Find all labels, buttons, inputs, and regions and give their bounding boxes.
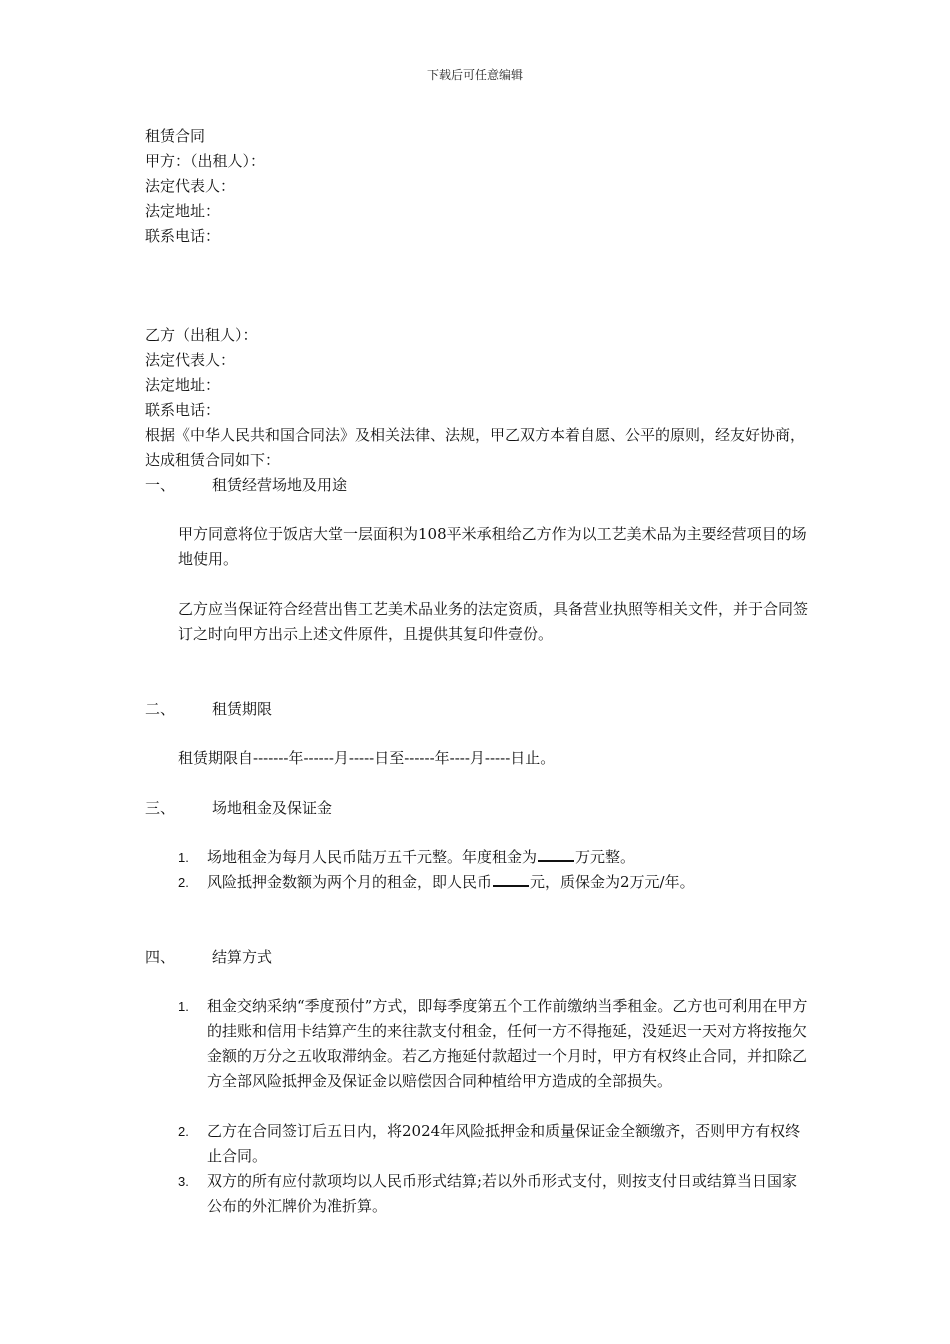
fill-in-blank bbox=[538, 846, 574, 862]
party-a-rep: 法定代表人： bbox=[145, 177, 236, 195]
section-4-item-1 bbox=[178, 994, 810, 1094]
fill-in-blank bbox=[493, 871, 529, 887]
item-text: 双方的所有应付款项均以人民币形式结算;若以外币形式支付，则按支付日或结算当日国家公布的外汇牌价为准折算。 bbox=[207, 1172, 798, 1215]
section-1-title: 租赁经营场地及用途 bbox=[212, 476, 348, 494]
list-number: 2. bbox=[178, 875, 189, 890]
section-2-heading bbox=[145, 697, 272, 722]
item-text: 万元整。 bbox=[575, 848, 636, 866]
section-3-heading bbox=[145, 796, 332, 821]
list-number: 1. bbox=[178, 999, 189, 1014]
item-text: 租金交纳采纳“季度预付”方式，即每季度第五个工作前缴纳当季租金。乙方也可利用在甲方的挂账和信用卡结算产生的来往款支付租金，任何一方不得拖延，没延迟一天对方将按拖欠金额的万分之五收取滞纳金。若乙方拖延付款超过一个月时，甲方有权终止合同，并扣除乙方全部风险抵押金及保证金以赔偿因合同种植给甲方造成的全部损失。 bbox=[207, 997, 808, 1090]
section-1-heading bbox=[145, 473, 347, 498]
party-a-heading: 甲方：（出租人）： bbox=[145, 152, 266, 170]
section-1-paragraph-1: 甲方同意将位于饭店大堂一层面积为108平米承租给乙方作为以工艺美术品为主要经营项目的场地使用。 bbox=[178, 525, 807, 568]
section-2-title: 租赁期限 bbox=[212, 700, 273, 718]
section-3-item-1 bbox=[178, 845, 810, 870]
section-4-number: 四、 bbox=[145, 948, 176, 966]
section-4-item-3 bbox=[178, 1169, 810, 1219]
list-number: 1. bbox=[178, 850, 189, 865]
list-number: 3. bbox=[178, 1174, 189, 1189]
party-b-address: 法定地址： bbox=[145, 376, 221, 394]
page-header-note: 下载后可任意编辑 bbox=[426, 68, 523, 82]
item-text: 风险抵押金数额为两个月的租金，即人民币 bbox=[207, 873, 493, 891]
party-b-phone: 联系电话： bbox=[145, 401, 221, 419]
party-b-heading: 乙方（出租人）： bbox=[145, 326, 258, 344]
section-2-number: 二、 bbox=[145, 700, 176, 718]
preamble: 根据《中华人民共和国合同法》及相关法律、法规，甲乙双方本着自愿、公平的原则，经友好协商，达成租赁合同如下： bbox=[145, 426, 806, 469]
section-4-item-2 bbox=[178, 1119, 810, 1169]
section-1-number: 一、 bbox=[145, 476, 176, 494]
list-number: 2. bbox=[178, 1124, 189, 1139]
item-text: 乙方在合同签订后五日内，将2024年风险抵押金和质量保证金全额缴齐，否则甲方有权终止合同。 bbox=[207, 1122, 801, 1165]
party-a-phone: 联系电话： bbox=[145, 227, 221, 245]
item-text: 元，质保金为2万元/年。 bbox=[530, 873, 695, 891]
contract-title: 租赁合同 bbox=[145, 127, 206, 145]
section-4-heading bbox=[145, 945, 272, 970]
party-b-rep: 法定代表人： bbox=[145, 351, 236, 369]
section-3-title: 场地租金及保证金 bbox=[212, 799, 333, 817]
section-3-number: 三、 bbox=[145, 799, 176, 817]
section-1-paragraph-2: 乙方应当保证符合经营出售工艺美术品业务的法定资质，具备营业执照等相关文件，并于合同签订之时向甲方出示上述文件原件，且提供其复印件壹份。 bbox=[178, 600, 809, 643]
party-a-address: 法定地址： bbox=[145, 202, 221, 220]
section-2-paragraph: 租赁期限自-------年------月-----日至------年----月-----日止。 bbox=[178, 749, 556, 767]
item-text: 场地租金为每月人民币陆万五千元整。年度租金为 bbox=[207, 848, 538, 866]
section-4-title: 结算方式 bbox=[212, 948, 273, 966]
section-3-item-2 bbox=[178, 870, 810, 895]
